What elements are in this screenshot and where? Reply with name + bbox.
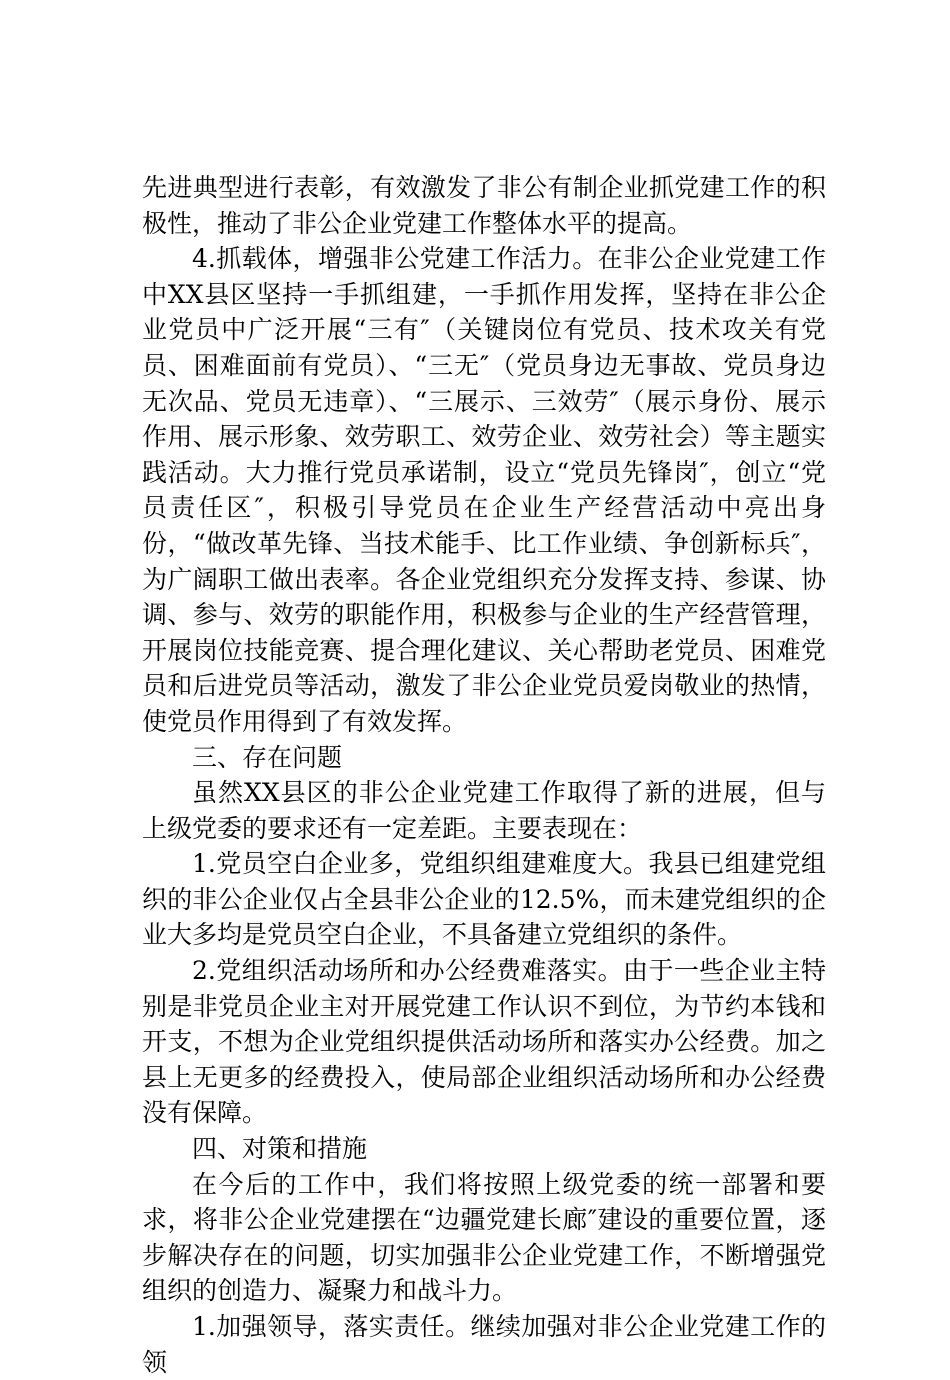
paragraph-problems-intro: 虽然XX县区的非公企业党建工作取得了新的进展，但与上级党委的要求还有一定差距。主要表现在： xyxy=(142,778,826,843)
paragraph-problem-2: 2.党组织活动场所和办公经费难落实。由于一些企业主特别是非党员企业主对开展党建工作认识不到位，为节约本钱和开支，不想为企业党组织提供活动场所和落实办公经费。加之县上无更多的经费投入，使局部企业组织活动场所和办公经费没有保障。 xyxy=(142,956,826,1128)
paragraph-measure-1: 1.加强领导，落实责任。继续加强对非公企业党建工作的领 xyxy=(142,1312,826,1377)
section-heading-problems: 三、存在问题 xyxy=(192,742,343,772)
paragraph-continuation: 先进典型进行表彰，有效激发了非公有制企业抓党建工作的积极性，推动了非公企业党建工作整体水平的提高。 xyxy=(142,173,826,238)
paragraph-measures-intro: 在今后的工作中，我们将按照上级党委的统一部署和要求，将非公企业党建摆在“边疆党建长廊″建设的重要位置，逐步解决存在的问题，切实加强非公企业党建工作，不断增强党组织的创造力、凝聚力和战斗力。 xyxy=(142,1169,826,1306)
paragraph-problem-1: 1.党员空白企业多，党组织组建难度大。我县已组建党组织的非公企业仅占全县非公企业的12.5%，而未建党组织的企业大多均是党员空白企业，不具备建立党组织的条件。 xyxy=(142,849,826,950)
section-heading-measures: 四、对策和措施 xyxy=(192,1134,368,1164)
paragraph-carrier-activities: 4.抓载体，增强非公党建工作活力。在非公企业党建工作中XX县区坚持一手抓组建，一手抓作用发挥，坚持在非公企业党员中广泛开展“三有″（关键岗位有党员、技术攻关有党员、困难面前有党员）、“三无″（党员身边无事故、党员身边无次品、党员无违章）、“三展示、三效劳″（展示身份、展示作用、展示形象、效劳职工、效劳企业、效劳社会）等主题实践活动。大力推行党员承诺制，设立“党员先锋岗″，创立“党员责任区″，积极引导党员在企业生产经营活动中亮出身份，“做改革先锋、当技术能手、比工作业绩、争创新标兵″，为广阔职工做出表率。各企业党组织充分发挥支持、参谋、协调、参与、效劳的职能作用，积极参与企业的生产经营管理，开展岗位技能竞赛、提合理化建议、关心帮助老党员、困难党员和后进党员等活动，激发了非公企业党员爱岗敬业的热情，使党员作用得到了有效发挥。 xyxy=(142,244,826,736)
document-page xyxy=(142,170,826,1380)
